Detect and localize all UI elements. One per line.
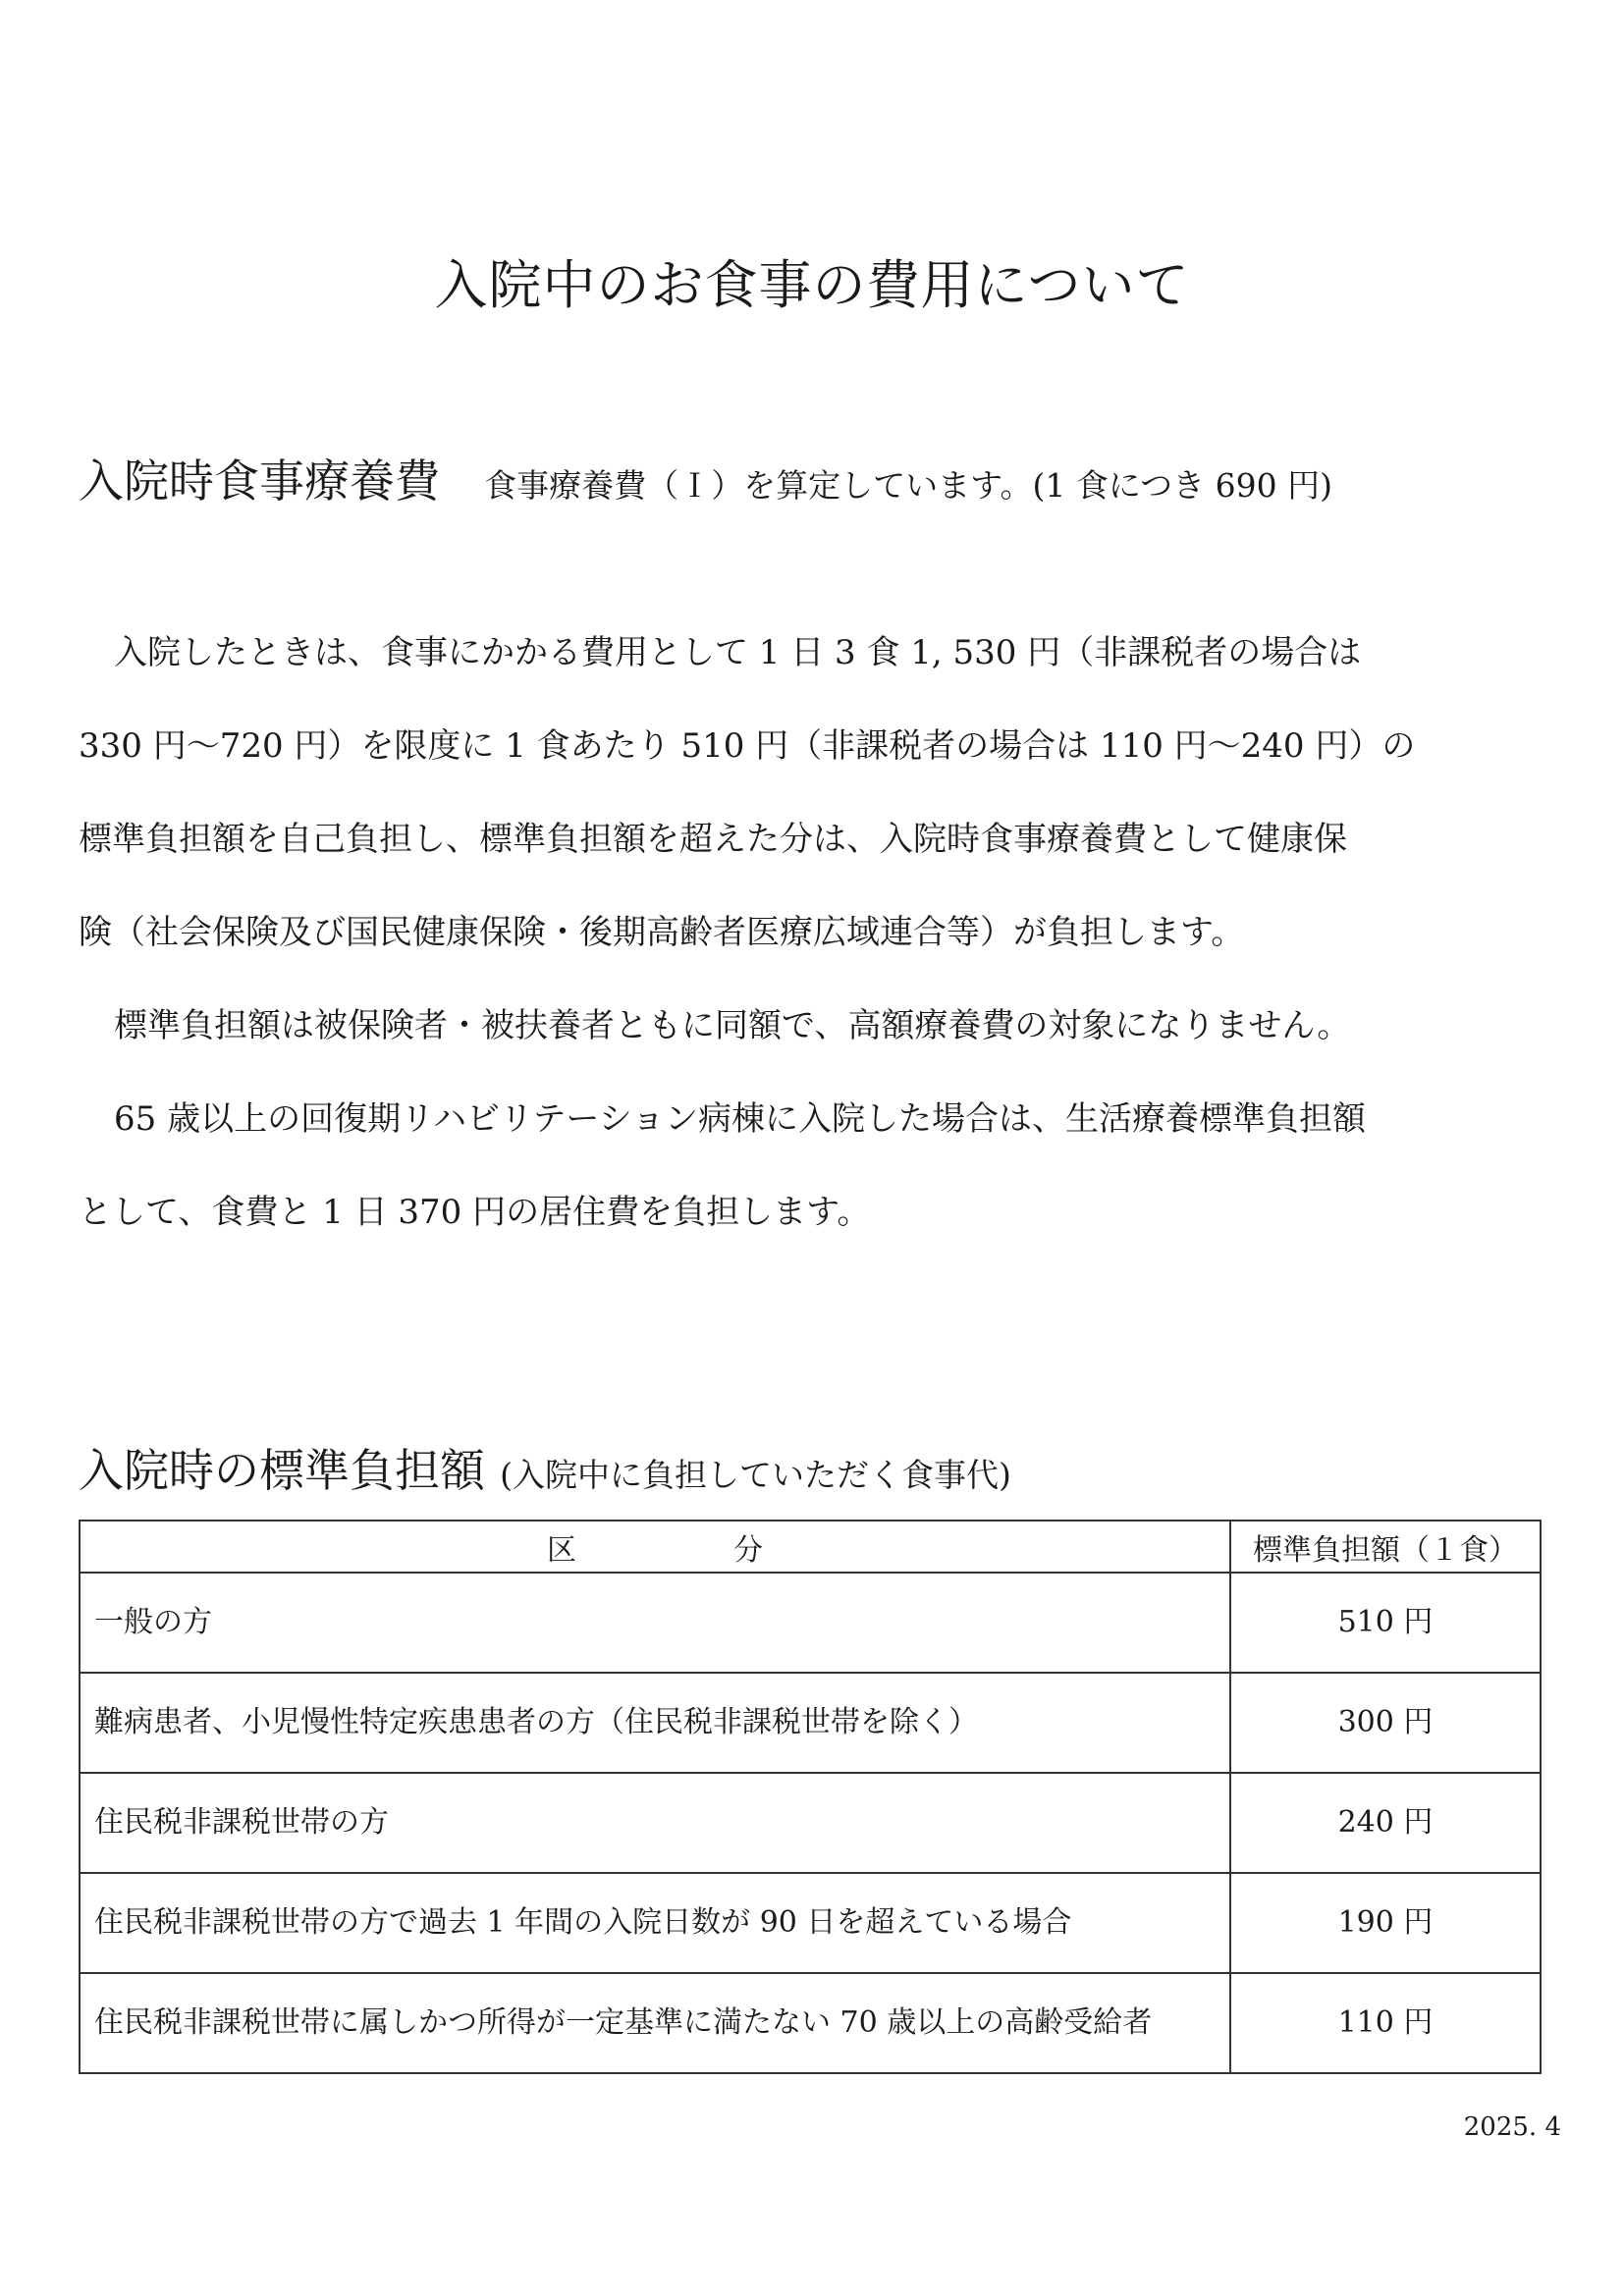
standard-burden-heading-note: (入院中に負担していただく食事代) bbox=[500, 1456, 1011, 1494]
meal-cost-heading-title: 入院時食事療養費 bbox=[79, 454, 440, 507]
table-cell-category: 住民税非課税世帯の方で過去 1 年間の入院日数が 90 日を超えている場合 bbox=[80, 1873, 1230, 1973]
table-cell-category: 一般の方 bbox=[80, 1573, 1230, 1673]
table-row bbox=[80, 1873, 1541, 1973]
table-header-category bbox=[80, 1521, 1230, 1573]
paragraph-line: 入院したときは、食事にかかる費用として 1 日 3 食 1, 530 円（非課税者の場合は bbox=[114, 633, 1362, 672]
table-cell-amount: 110 円 bbox=[1230, 1973, 1541, 2073]
table-row bbox=[80, 1673, 1541, 1773]
paragraph-line: 標準負担額は被保険者・被扶養者ともに同額で、高額療養費の対象になりません。 bbox=[114, 1006, 1351, 1045]
paragraph-line: として、食費と 1 日 370 円の居住費を負担します。 bbox=[79, 1193, 871, 1232]
document-date: 2025. 4 bbox=[1463, 2112, 1561, 2142]
table-cell-amount: 510 円 bbox=[1230, 1573, 1541, 1673]
paragraph-line: 65 歳以上の回復期リハビリテーション病棟に入院した場合は、生活療養標準負担額 bbox=[114, 1099, 1367, 1139]
table-cell-amount: 190 円 bbox=[1230, 1873, 1541, 1973]
standard-burden-table bbox=[79, 1520, 1542, 2074]
standard-burden-heading bbox=[79, 1441, 1011, 1511]
table-header-row bbox=[80, 1521, 1541, 1573]
table-cell-amount: 240 円 bbox=[1230, 1773, 1541, 1873]
page-title: 入院中のお食事の費用について bbox=[434, 254, 1190, 316]
table-cell-category: 住民税非課税世帯に属しかつ所得が一定基準に満たない 70 歳以上の高齢受給者 bbox=[80, 1973, 1230, 2073]
table-header-category-label: 区分 bbox=[547, 1532, 920, 1568]
table-row bbox=[80, 1773, 1541, 1873]
table-cell-amount: 300 円 bbox=[1230, 1673, 1541, 1773]
table-row bbox=[80, 1573, 1541, 1673]
standard-burden-heading-title: 入院時の標準負担額 bbox=[79, 1444, 485, 1497]
paragraph-line: 険（社会保険及び国民健康保険・後期高齢者医療広域連合等）が負担します。 bbox=[79, 913, 1245, 952]
table-header-amount: 標準負担額（１食） bbox=[1230, 1521, 1541, 1573]
paragraph-line: 330 円～720 円）を限度に 1 食あたり 510 円（非課税者の場合は 110 円～240 円）の bbox=[79, 726, 1416, 766]
meal-cost-heading bbox=[79, 452, 1332, 521]
paragraph-line: 標準負担額を自己負担し、標準負担額を超えた分は、入院時食事療養費として健康保 bbox=[79, 820, 1347, 859]
meal-cost-heading-subtitle: 食事療養費（Ｉ）を算定しています。(1 食につき 690 円) bbox=[484, 466, 1332, 505]
table-cell-category: 難病患者、小児慢性特定疾患患者の方（住民税非課税世帯を除く） bbox=[80, 1673, 1230, 1773]
table-row bbox=[80, 1973, 1541, 2073]
table-cell-category: 住民税非課税世帯の方 bbox=[80, 1773, 1230, 1873]
